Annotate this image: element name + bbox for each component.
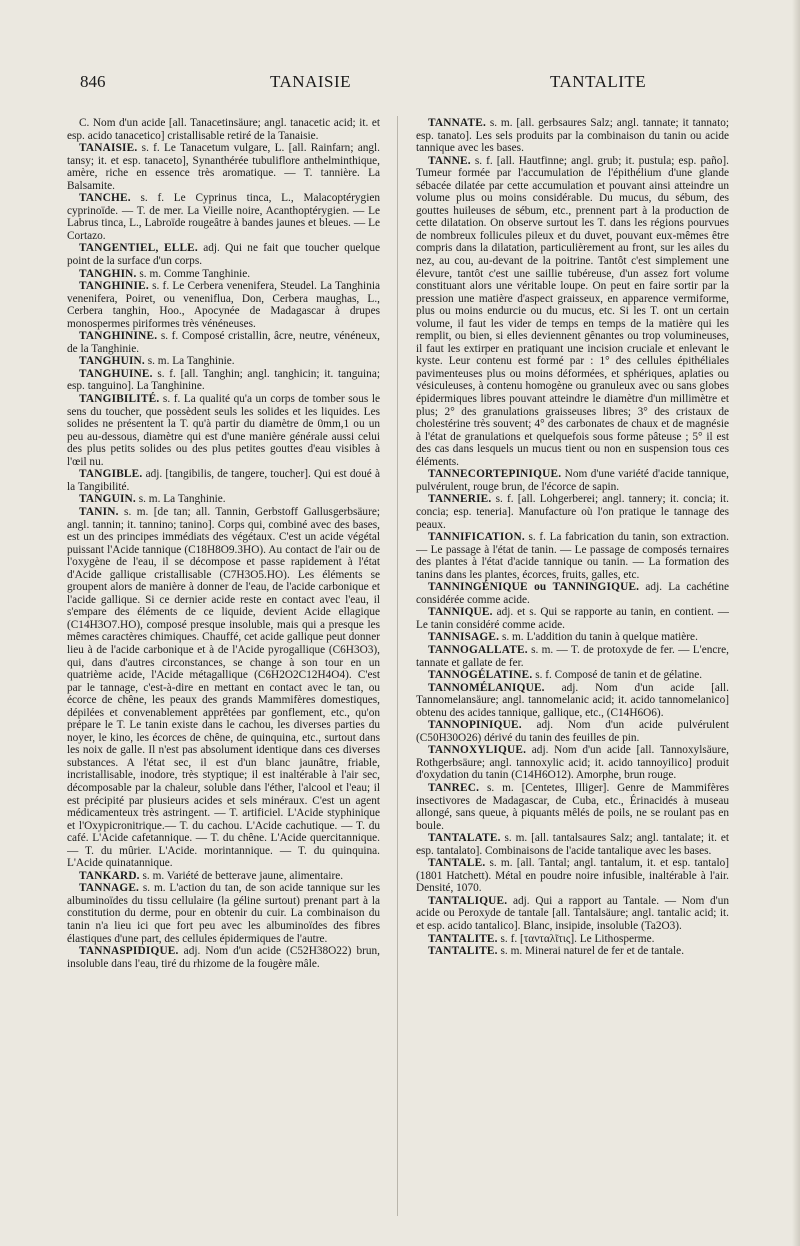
dictionary-entry <box>67 330 380 355</box>
entry-definition: s. m. La Tanghinie. <box>144 355 235 368</box>
entry-headword: TANGHININE. <box>79 330 158 343</box>
entry-definition: s. f. [all. Tanghin; angl. tanghicin; it. tanguina; esp. tanguino]. La Tanghinine. <box>67 367 380 393</box>
entry-headword: TANTALITE. <box>428 945 498 958</box>
entry-headword: TANTALITE. <box>428 932 498 945</box>
entry-definition: s. f. Le Cerbera venenifera, Steudel. La Tanghinia venenifera, Poiret, ou veneniflua, Don, Cerbera maughas, L., Cerbera tanghin, Hoo., Apocynée de Madagascar à drupes monospermes piriformes très vénéneuses. <box>67 280 380 330</box>
dictionary-entry <box>416 744 729 782</box>
dictionary-entry <box>67 142 380 192</box>
dictionary-entry <box>416 631 729 644</box>
entry-definition: s. m. L'action du tan, de son acide tannique sur les albuminoïdes du tissu cellulaire (la géline surtout) prenant part à la constitution du derme, pour en obtenir du cuir. La combinaison du tanin n'a lieu ici que fort peu avec les albuminoïdes des fibres élastiques d'une part, des cellules épidermiques de l'autre. <box>67 882 380 945</box>
entry-headword: TANNAGE. <box>79 882 140 895</box>
dictionary-entry <box>416 719 729 744</box>
entry-definition: adj. Nom d'un acide [all. Tannoxylsäure, Rothgerbsäure; angl. tannoxylic acid; it. acido tannoyilico] produit d'oxydation du tanin (C14H6O12). Amorphe, brun rouge. <box>416 744 729 782</box>
dictionary-entry <box>416 895 729 933</box>
entry-headword: TANGHUINE. <box>79 367 153 380</box>
entry-headword: TANTALE. <box>428 857 486 870</box>
entry-definition: s. m. [all. tantalsaures Salz; angl. tantalate; it. et esp. tantalato]. Combinaisons de l'acide tantalique avec les bases. <box>416 832 729 857</box>
dictionary-entry <box>416 669 729 682</box>
right-column <box>416 117 729 1217</box>
running-head <box>80 72 740 94</box>
dictionary-entry <box>416 933 729 946</box>
entry-definition: adj. [tangibilis, de tangere, toucher]. Qui est doué à la Tangibilité. <box>67 468 380 493</box>
entry-definition: s. m. [all. gerbsaures Salz; angl. tannate; it tannato; esp. tanato]. Les sels produits par la combinaison du tanin ou acide tannique avec les bases. <box>416 117 729 155</box>
entry-definition: s. f. [τανταλῖτις]. Le Lithosperme. <box>497 932 655 945</box>
entry-headword: TANNISAGE. <box>428 631 500 644</box>
dictionary-entry <box>67 945 380 970</box>
entry-headword: TANTALATE. <box>428 832 501 845</box>
entry-definition: adj. Qui ne fait que toucher quelque point de la surface d'un corps. <box>67 242 380 268</box>
dictionary-entry <box>67 192 380 242</box>
dictionary-entry <box>416 155 729 469</box>
dictionary-entry <box>416 644 729 669</box>
entry-headword: TANNE. <box>428 154 471 167</box>
entry-definition: s. m. Minerai naturel de fer et de tantale. <box>497 945 685 958</box>
entry-headword: TANCHE. <box>79 192 131 205</box>
page-edge <box>792 0 800 1246</box>
entry-headword: TANNOPINIQUE. <box>428 719 522 732</box>
entry-headword: TANAISIE. <box>79 142 138 155</box>
entry-headword: TANNOGALLATE. <box>428 643 528 656</box>
dictionary-entry <box>67 368 380 393</box>
entry-headword: TANGENTIEL, ELLE. <box>79 242 198 255</box>
entry-headword: TANNERIE. <box>428 493 492 506</box>
left-guide-word: TANAISIE <box>270 72 352 91</box>
column-divider <box>397 116 398 1216</box>
entry-headword: TANNOMÉLANIQUE. <box>428 681 545 694</box>
entry-definition: adj. Nom d'un acide [all. Tannomelansäure; angl. tannomelanic acid; it. acido tannomelanico] obtenu des acides tannique, gallique, etc., (C14H6O6). <box>416 681 729 719</box>
dictionary-entry <box>416 857 729 895</box>
entry-headword: TANNOXYLIQUE. <box>428 744 527 757</box>
entry-definition: s. m. — T. de protoxyde de fer. — L'encre, tannate et gallate de fer. <box>416 643 729 669</box>
entry-definition: adj. Nom d'un acide pulvérulent (C50H30O26) dérivé du tanin des feuilles de pin. <box>416 719 729 744</box>
entry-headword: TANNIFICATION. <box>428 531 525 544</box>
entry-definition: s. m. L'addition du tanin à quelque matière. <box>499 631 698 644</box>
entry-headword: TANNINGÉNIQUE ou TANNINGIQUE. <box>428 581 640 594</box>
page-number: 846 <box>80 72 106 91</box>
entry-definition: adj. et s. Qui se rapporte au tanin, en contient. — Le tanin considéré comme acide. <box>416 606 729 631</box>
entry-definition: s. f. [all. Lohgerberei; angl. tannery; it. concia; it. concia; esp. teneria]. Manufacture où l'on pratique le tannage des peaux. <box>416 493 729 531</box>
entry-definition: adj. Qui a rapport au Tantale. — Nom d'un acide ou Peroxyde de tantale [all. Tantalsäure; angl. tantalic acid; it. et esp. acido tantalico]. Blanc, insipide, insoluble (Ta2O3). <box>416 894 729 932</box>
entry-definition: s. m. [Centetes, Illiger]. Genre de Mammifères insectivores de Madagascar, de Cuba, etc., Érinacidés à museau allongé, sans queue, à piquants mêlés de poils, ne se roulant pas en boule. <box>416 781 729 832</box>
entry-definition: s. m. [all. Tantal; angl. tantalum, it. et esp. tantalo] (1801 Hatchett). Métal en poudre noire infusible, inaltérable à l'air. Densité, 1070. <box>416 857 729 895</box>
entry-headword: TANTALIQUE. <box>428 894 508 907</box>
dictionary-entry <box>67 468 380 493</box>
entry-headword: TANNIQUE. <box>428 606 493 619</box>
entry-definition: C. Nom d'un acide [all. Tanacetinsäure; angl. tanacetic acid; it. et esp. acido tanacetico] cristallisable retiré de la Tanaisie. <box>67 117 380 142</box>
dictionary-entry <box>416 531 729 581</box>
dictionary-entry <box>67 280 380 330</box>
entry-definition: s. f. Composé cristallin, âcre, neutre, vénéneux, de la Tanghinie. <box>67 330 380 355</box>
entry-definition: s. m. La Tanghinie. <box>135 493 226 506</box>
dictionary-entry <box>416 117 729 155</box>
dictionary-entry <box>67 870 380 883</box>
dictionary-entry <box>67 882 380 945</box>
dictionary-entry <box>416 782 729 832</box>
dictionary-entry <box>416 468 729 493</box>
dictionary-entry <box>67 355 380 368</box>
dictionary-entry <box>416 606 729 631</box>
dictionary-entry <box>67 506 380 870</box>
entry-definition: s. f. [all. Hautfinne; angl. grub; it. pustula; esp. paño]. Tumeur formée par l'accumulation de l'épithélium d'une glande sébacée dilatée par cette accumulation et pouvant ainsi atteindre un volume plus ou moins considérable. Du mucus, du sébum, des gouttes huileuses de sébum, etc., prennent part à la production de cette dilatation. On observe surtout les T. dans les régions pourvues de nombreux follicules pileux et du duvet, pouvant eux-mêmes être compris dans la dilatation, particulièrement au front, sur les ailes du nez, au cou, au-devant de la poitrine. Tantôt c'est simplement une élevure, tantôt c'est une saillie tubéreuse, d'un assez fort volume constituant alors une véritable loupe. On peut en faire sortir par la pression une matière d'aspect graisseux, en apparence vermiforme, plus ou moins endurcie ou du mucus, etc. Si les T. ont un certain volume, il faut les vider de temps en temps de la matière qui les remplit, ou bien, si elles deviennent gênantes ou trop volumineuses, il faut les extirper en pratiquant une incision cruciale et enlevant le kyste. Leur contenu est formé par : 1° des cellules épithéliales pavimenteuses plus ou moins déformées, et sphériques, aplaties ou vésiculeuses, à contenu homogène ou granuleux avec ou sans globes épidermiques libres pouvant atteindre le diamètre d'un millimètre et plus; 2° des granulations graisseuses libres; 3° des cristaux de cholestérine très souvent; 4° des carbonates de chaux et de magnésie à l'état de granulations et quelquefois sous forme pâteuse ; 5° il est des cas dans lesquels un mucus tient ou non en suspension tous ces éléments. <box>416 154 729 468</box>
dictionary-entry <box>67 268 380 281</box>
dictionary-entry <box>416 493 729 531</box>
entry-headword: TANNATE. <box>428 117 486 129</box>
left-column <box>67 117 380 1217</box>
dictionary-entry <box>67 242 380 267</box>
dictionary-entry <box>416 945 729 958</box>
dictionary-entry <box>67 393 380 468</box>
entry-headword: TANGHINIE. <box>79 280 149 293</box>
entry-headword: TANNASPIDIQUE. <box>79 945 179 958</box>
dictionary-entry <box>416 581 729 606</box>
entry-headword: TANGIBILITÉ. <box>79 393 160 406</box>
entry-definition: s. m. Variété de betterave jaune, alimentaire. <box>139 869 344 882</box>
entry-definition: s. f. Le Cyprinus tinca, L., Malacoptérygien cyprinoïde. — T. de mer. La Vieille noire, Acanthoptérygien. — Le Labrus tinca, L., Labroïde rougeâtre à bandes jaunes et bleues. — Le Cortazo. <box>67 192 380 242</box>
entry-headword: TANNECORTEPINIQUE. <box>428 468 562 481</box>
right-guide-word: TANTALITE <box>550 72 647 91</box>
dictionary-entry <box>416 832 729 857</box>
entry-headword: TANREC. <box>428 781 480 794</box>
entry-definition: adj. La cachétine considérée comme acide. <box>416 581 729 606</box>
entry-headword: TANGHIN. <box>79 267 137 280</box>
entry-definition: s. f. La qualité qu'a un corps de tomber sous le sens du toucher, que possèdent seuls les solides et les liquides. Les solides ne présentent la T. qu'à partir du diamètre de 0mm,1 ou un peu au-dessous, diamètre qui est d'une manière générale aussi celui des plus petits solides ou des plus petites gouttes d'eau visibles à l'œil nu. <box>67 393 380 468</box>
entry-headword: TANGIBLE. <box>79 468 143 481</box>
entry-headword: TANIN. <box>79 505 119 518</box>
entry-definition: s. m. [de tan; all. Tannin, Gerbstoff Gallusgerbsäure; angl. tannin; it. tannino; tanino]. Corps qui, combiné avec des bases, est un des principes immédiats des végétaux. C'est un acide végétal puissant l'Acide tannique (C18H8O9.3HO). Au contact de l'air ou de l'oxygène de l'eau, il se décompose et passe rapidement à l'état d'Acide gallique cristallisable (C7H3O5.HO). Les éléments se groupent alors de manière à donner de l'eau, de l'acide carbonique et l'acide gallique. Si ce dernier acide reste en contact avec l'eau, il s'empare des éléments de ce liquide, devient Acide ellagique (C14H3O7.HO), composé presque insoluble, mais qui a presque les mêmes caractères chimiques. Chauffé, cet acide gallique peut donner lieu à de l'acide carbonique et à de l'Acide pyrogallique (C6H3O3), qui, dans d'autres circonstances, se change à son tour en un quatrième acide, l'Acide métagallique (C6H2O2C12H4O4). C'est par le tannage, c'est-à-dire en mettant en contact avec le tan, ou écorce de chêne, les peaux des grands Mammifères domestiques, dépilées et convenablement apprêtées par gonflement, etc., qu'on prépare le T. Le tanin existe dans le cachou, les diverses parties du noyer, le kino, les écorces de chêne, de quinquina, etc., surtout dans les noix de galle. Il n'est pas absolument identique dans ces diverses substances. A l'état sec, il est d'un blanc jaunâtre, friable, incristallisable, inodore, très styptique; il est inaltérable à l'air sec, décomposable par la chaleur, soluble dans l'éther, l'alcool et l'eau; il est précipité par plusieurs acides et sels minéraux. C'est un agent médicamenteux très astringent. — T. artificiel. L'Acide styphinique et l'Oxypicronitrique.— T. du cachou. L'Acide cachutique. — T. du café. L'Acide cafetannique. — T. du chêne. L'Acide quercitannique. — T. du mûrier. L'Acide. morintannique. — T. du quinquina. L'Acide quinatannique. <box>67 505 380 870</box>
entry-headword: TANGUIN. <box>79 493 136 506</box>
entry-definition: s. f. Composé de tanin et de gélatine. <box>532 669 703 682</box>
entry-definition: s. f. La fabrication du tanin, son extraction. — Le passage à l'état de tanin. — Le passage de composés ternaires des plantes à l'état d'acide tannique ou tanin. — La formation des tanins dans les plantes, écorces, fruits, galles, etc. <box>416 531 729 581</box>
dictionary-entry <box>416 682 729 720</box>
entry-headword: TANGHUIN. <box>79 355 145 368</box>
entry-definition: s. m. Comme Tanghinie. <box>136 267 251 280</box>
dictionary-entry <box>67 117 380 142</box>
dictionary-entry <box>67 493 380 506</box>
entry-definition: Nom d'une variété d'acide tannique, pulvérulent, rouge brun, de l'écorce de sapin. <box>416 468 729 493</box>
entry-headword: TANNOGÉLATINE. <box>428 669 533 682</box>
entry-definition: adj. Nom d'un acide (C52H38O22) brun, insoluble dans l'eau, tiré du rhizome de la fougère mâle. <box>67 945 380 970</box>
entry-definition: s. f. Le Tanacetum vulgare, L. [all. Rainfarn; angl. tansy; it. et esp. tanaceto], Synanthérée tubuliflore anthelminthique, amère, riche en essence très aromatique. — T. tannière. La Balsamite. <box>67 142 380 192</box>
entry-headword: TANKARD. <box>79 869 140 882</box>
